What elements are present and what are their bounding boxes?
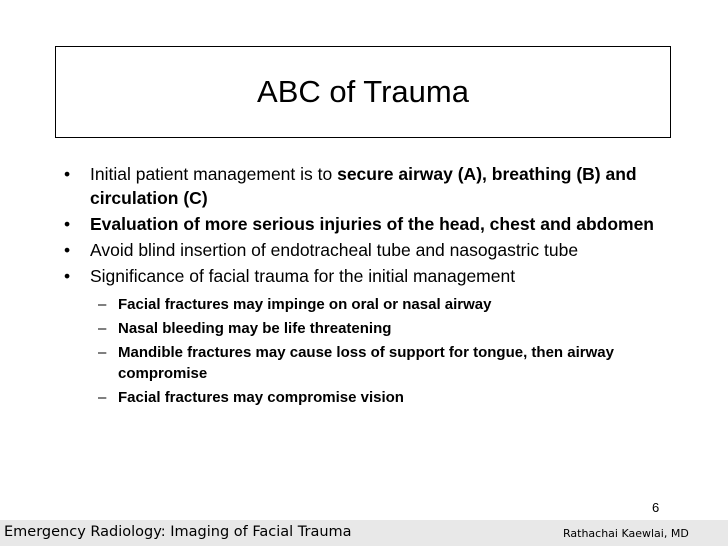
- bullet-icon: •: [64, 164, 71, 184]
- footer-title: Emergency Radiology: Imaging of Facial Trauma: [4, 524, 352, 540]
- bullet-item: [64, 212, 684, 236]
- dash-icon: –: [98, 320, 107, 337]
- sub-bullet-text: Facial fractures may compromise vision: [118, 389, 404, 406]
- sub-bullet-item: [64, 342, 684, 384]
- sub-bullet-text: Facial fractures may impinge on oral or nasal airway: [118, 296, 492, 313]
- footer-bar: [0, 520, 728, 546]
- bullet-text: Avoid blind insertion of endotracheal tube and nasogastric tube: [90, 240, 579, 260]
- sub-bullet-item: [64, 294, 684, 315]
- bullet-icon: •: [64, 240, 71, 260]
- dash-icon: –: [98, 296, 107, 313]
- title-box: [55, 46, 671, 138]
- bullet-icon: •: [64, 266, 71, 286]
- bullet-text: Significance of facial trauma for the initial management: [90, 266, 516, 286]
- bullet-item: [64, 264, 684, 288]
- dash-icon: –: [98, 389, 107, 406]
- sub-bullet-item: [64, 318, 684, 339]
- sub-bullet-text: Nasal bleeding may be life threatening: [118, 320, 392, 337]
- footer-author: Rathachai Kaewlai, MD: [563, 527, 689, 540]
- bullet-text: Initial patient management is to: [90, 164, 338, 184]
- bullet-bold-text: Evaluation of more serious injuries of the head, chest and abdomen: [90, 214, 654, 234]
- slide-title: ABC of Trauma: [257, 74, 469, 109]
- bullet-item: [64, 238, 684, 262]
- dash-icon: –: [98, 344, 107, 361]
- sub-bullet-text: Mandible fractures may cause loss of support for tongue, then airway compromise: [118, 344, 614, 382]
- sub-bullet-item: [64, 387, 684, 408]
- bullet-icon: •: [64, 214, 71, 234]
- bullet-item: [64, 162, 684, 210]
- page-number: 6: [652, 500, 660, 515]
- bullet-list: [64, 162, 684, 411]
- bullet-bold-text: secure airway (A), breathing (B) and circulation (C): [90, 164, 637, 208]
